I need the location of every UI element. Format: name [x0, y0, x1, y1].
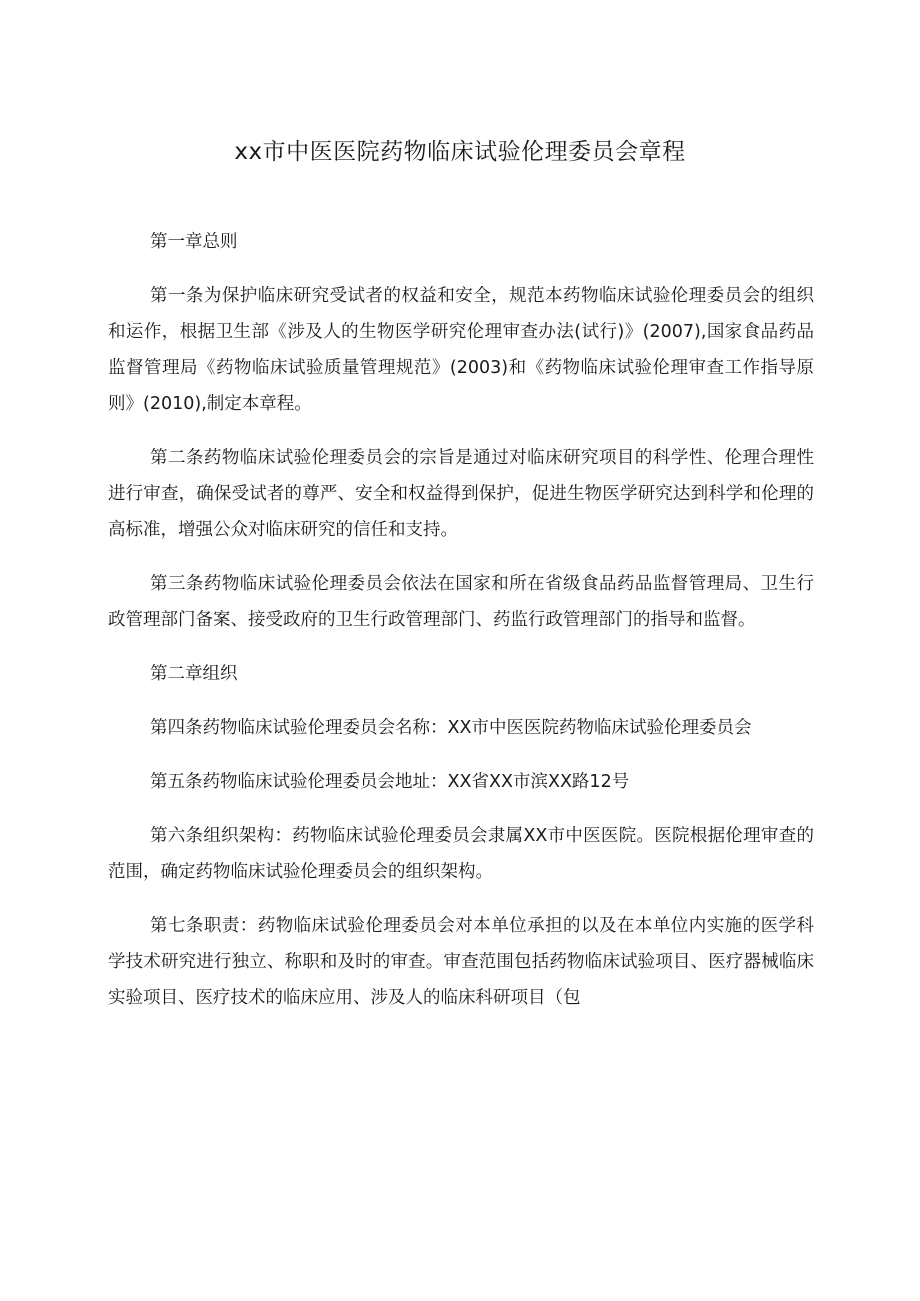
chapter-2-heading: 第二章组织: [150, 664, 238, 684]
document-title: xx市中医医院药物临床试验伦理委员会章程: [234, 139, 686, 165]
article-3: 第三条药物临床试验伦理委员会依法在国家和所在省级食品药品监督管理局、卫生行政管理部门备案、接受政府的卫生行政管理部门、药监行政管理部门的指导和监督。: [108, 574, 814, 630]
article-4: 第四条药物临床试验伦理委员会名称：XX市中医医院药物临床试验伦理委员会: [150, 718, 752, 738]
article-1: 第一条为保护临床研究受试者的权益和安全，规范本药物临床试验伦理委员会的组织和运作，根据卫生部《涉及人的生物医学研究伦理审查办法(试行)》(2007),国家食品药品监督管理局《药物临床试验质量管理规范》(2003)和《药物临床试验伦理审查工作指导原则》(2010),制定本章程。: [108, 286, 814, 414]
article-7: 第七条职责：药物临床试验伦理委员会对本单位承担的以及在本单位内实施的医学科学技术研究进行独立、称职和及时的审查。审查范围包括药物临床试验项目、医疗器械临床实验项目、医疗技术的临床应用、涉及人的临床科研项目（包: [108, 916, 814, 1008]
chapter-1-heading: 第一章总则: [150, 232, 238, 252]
article-6: 第六条组织架构：药物临床试验伦理委员会隶属XX市中医医院。医院根据伦理审查的范围，确定药物临床试验伦理委员会的组织架构。: [108, 826, 814, 882]
document-body: [108, 224, 814, 1034]
article-2: 第二条药物临床试验伦理委员会的宗旨是通过对临床研究项目的科学性、伦理合理性进行审查，确保受试者的尊严、安全和权益得到保护，促进生物医学研究达到科学和伦理的高标准，增强公众对临床研究的信任和支持。: [108, 448, 814, 540]
article-5: 第五条药物临床试验伦理委员会地址：XX省XX市滨XX路12号: [150, 772, 630, 792]
